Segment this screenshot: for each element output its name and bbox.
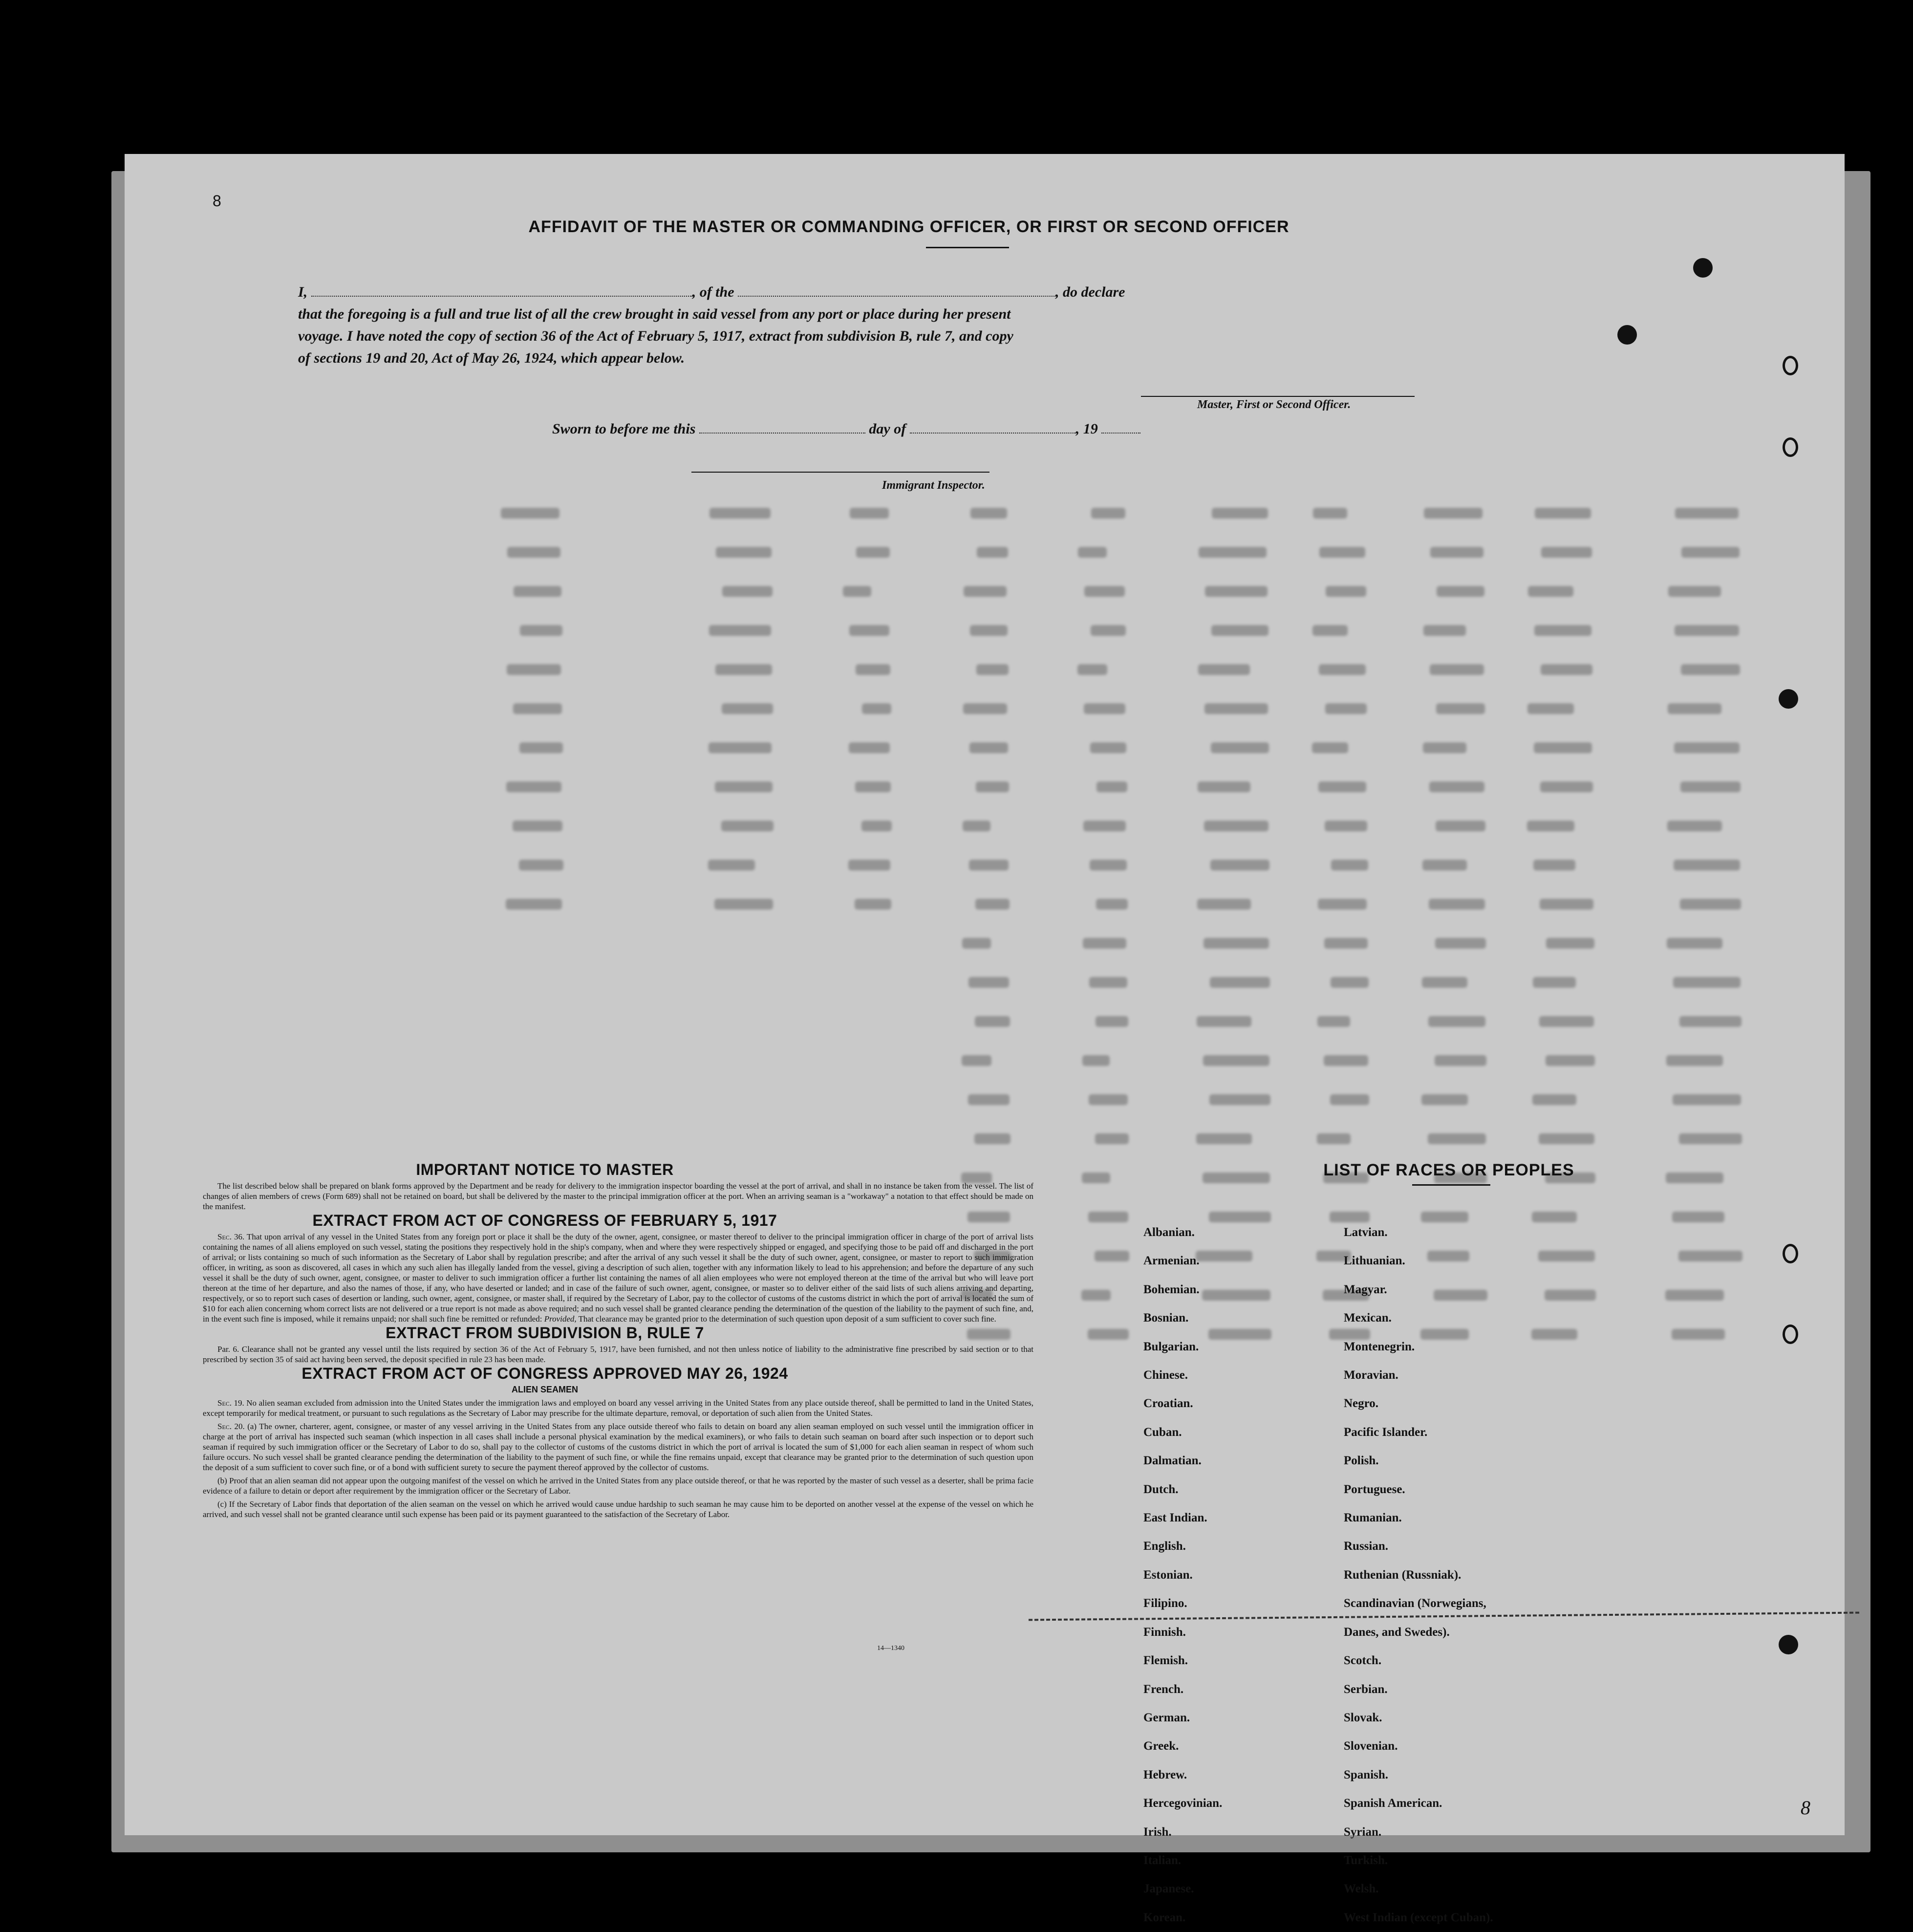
bleed-through-smudge: [1212, 508, 1268, 519]
bleed-through-smudge: [1423, 625, 1466, 636]
bleed-through-smudge: [1674, 742, 1740, 753]
bleed-through-smudge: [1317, 1133, 1351, 1144]
bleed-through-smudge: [1675, 508, 1739, 519]
bleed-through-smudge: [1423, 742, 1466, 753]
bleed-through-smudge: [1436, 703, 1485, 714]
bleed-through-row: [501, 692, 1830, 731]
bleed-through-smudge: [1534, 625, 1591, 636]
race-item: French.: [1143, 1682, 1184, 1696]
bleed-through-smudge: [1667, 821, 1722, 831]
bleed-through-row: [501, 770, 1830, 809]
bleed-through-smudge: [1083, 938, 1126, 949]
bleed-through-smudge: [1313, 508, 1347, 519]
bleed-through-smudge: [1668, 703, 1721, 714]
bleed-through-smudge: [1680, 781, 1741, 792]
bleed-through-smudge: [1317, 1016, 1350, 1027]
bleed-through-smudge: [1318, 899, 1367, 910]
bleed-through-smudge: [715, 781, 773, 792]
bleed-through-smudge: [1437, 586, 1484, 597]
bleed-through-smudge: [1533, 977, 1576, 988]
sworn-day-field[interactable]: [699, 418, 865, 434]
bleed-through-smudge: [1545, 1290, 1596, 1301]
hole-punch: [1779, 1635, 1798, 1654]
bleed-through-row: [501, 613, 1830, 652]
bleed-through-smudge: [1312, 625, 1348, 636]
race-item: Filipino.: [1143, 1597, 1187, 1610]
bleed-through-smudge: [715, 664, 772, 675]
bleed-through-smudge: [1679, 1016, 1741, 1027]
race-item: Portuguese.: [1344, 1482, 1405, 1496]
sec-20a-text: Sec. 20. (a) The owner, charterer, agent, consignee, or master of any vessel arriving in the United States from any place outside thereof who fails to detain on board any alien seaman employed on such vessel until the immigration officer in charge at the port of arrival has inspected such seaman (which inspection in all cases shall include a personal physical examination by the medical examiners), or who fails to detain such seaman on board after such inspection or to deport such seaman if required by such immigration officer or the Secretary of Labor to do so, shall pay to the collector of customs of the customs district in which the port of arrival is located the sum of $1,000 for each alien seaman in respect of whom such failure occurs. No such vessel shall be granted clearance pending the determination of the liability to the payment of such fine, or while the fine remains unpaid, except that clearance may be granted prior to the determination of such question upon the deposit of a sum sufficient to cover such fine, or of a bond with sufficient surety to secure the payment thereof approved by the collector of customs.: [203, 1422, 1033, 1472]
bleed-through-smudge: [856, 547, 890, 558]
bleed-through-smudge: [721, 821, 774, 831]
race-item: Irish.: [1143, 1825, 1172, 1839]
bleed-through-smudge: [976, 781, 1009, 792]
race-item: Rumanian.: [1344, 1511, 1402, 1525]
bleed-through-row: [501, 965, 1830, 1004]
race-item: Dalmatian.: [1143, 1454, 1202, 1468]
bleed-through-smudge: [1210, 977, 1270, 988]
bleed-through-smudge: [1205, 586, 1268, 597]
notice-text: The list described below shall be prepared on blank forms approved by the Department and be ready for delivery to the immigration inspector boarding the vessel at the port of arrival, and shall in no instance be taken from the vessel. The list of changes of alien members of crews (Form 689) shall not be retained on board, but shall be delivered by the master to the principal immigration officer at the port. When an arriving seaman is a "workaway" a notation to that effect should be made on the manifest.: [203, 1181, 1033, 1211]
bleed-through-smudge: [963, 703, 1007, 714]
bleed-through-smudge: [1082, 1172, 1110, 1183]
bleed-through-smudge: [1096, 781, 1127, 792]
bleed-through-smudge: [861, 821, 892, 831]
bleed-through-smudge: [1532, 1094, 1576, 1105]
race-item: Montenegrin.: [1344, 1340, 1415, 1353]
bleed-through-smudge: [1672, 1329, 1725, 1340]
race-item: Russian.: [1344, 1540, 1389, 1553]
sec-20b-text: (b) Proof that an alien seaman did not appear upon the outgoing manifest of the vessel on which he arrived in the United States from any place outside thereof, or that he was reported by the master of such vessel as a deserter, shall be prima facie evidence of a failure to detain or deport after requirement by the immigration officer or the Secretary of Labor.: [203, 1476, 1033, 1496]
bleed-through-smudge: [1421, 1094, 1468, 1105]
bleed-through-smudge: [1429, 781, 1484, 792]
page-number: 8: [213, 192, 221, 210]
corner-pencil-mark: 8: [1801, 1797, 1810, 1819]
bleed-through-smudge: [1422, 860, 1467, 870]
race-item: Hercegovinian.: [1143, 1797, 1223, 1810]
bleed-through-smudge: [714, 899, 773, 910]
bleed-through-smudge: [1204, 821, 1268, 831]
sworn-month-field[interactable]: [910, 418, 1076, 434]
extract-1924-title: EXTRACT FROM ACT OF CONGRESS APPROVED MAY 26, 1924: [301, 1365, 788, 1382]
affidavit-line-3: voyage. I have noted the copy of section 36 of the Act of February 5, 1917, extract from subdivision B, rule 7, and copy: [298, 328, 1013, 344]
bleed-through-smudge: [1324, 1055, 1368, 1066]
bleed-through-smudge: [862, 703, 891, 714]
bleed-through-smudge: [1312, 742, 1348, 753]
bleed-through-smudge: [501, 508, 559, 519]
race-item: Mexican.: [1344, 1311, 1392, 1325]
bleed-through-smudge: [1197, 1016, 1251, 1027]
bleed-through-smudge: [1533, 860, 1575, 870]
races-title-underline: [1412, 1184, 1490, 1186]
bleed-through-smudge: [1198, 781, 1250, 792]
bleed-through-smudge: [722, 703, 773, 714]
bleed-through-smudge: [506, 781, 561, 792]
race-item: Spanish.: [1344, 1768, 1389, 1781]
bleed-through-smudge: [1535, 508, 1591, 519]
bleed-through-smudge: [519, 742, 563, 753]
title-underline: [926, 247, 1009, 248]
inspector-label: Immigrant Inspector.: [882, 479, 985, 492]
bleed-through-smudge: [1430, 547, 1483, 558]
race-item: Serbian.: [1344, 1682, 1388, 1696]
bleed-through-smudge: [855, 899, 891, 910]
bleed-through-smudge: [1319, 547, 1365, 558]
notice-section: [203, 1161, 1033, 1522]
bleed-through-smudge: [1667, 938, 1722, 949]
bleed-through-smudge: [1089, 1094, 1128, 1105]
sworn-line: Sworn to before me this day of , 19: [552, 418, 1140, 437]
bleed-through-smudge: [1196, 1133, 1252, 1144]
sec-19-text: Sec. 19. No alien seaman excluded from admission into the United States under the immigration laws and employed on board any vessel arriving in the United States from any place outside thereof, shall be permitted to land in the United States, except temporarily for medical treatment, or pursuant to such regulations as the Secretary of Labor may prescribe for the ultimate departure, removal, or deportation of such alien from the United States.: [203, 1398, 1034, 1418]
binder-ring: [1783, 1244, 1798, 1263]
bleed-through-row: [501, 1083, 1830, 1122]
sworn-year-field[interactable]: [1101, 418, 1140, 434]
race-item: Hebrew.: [1143, 1768, 1187, 1781]
bleed-through-smudge: [514, 586, 561, 597]
bleed-through-smudge: [1435, 938, 1486, 949]
bleed-through-smudge: [1435, 1055, 1486, 1066]
bleed-through-smudge: [716, 547, 772, 558]
races-left-column: [1143, 1218, 1222, 1932]
bleed-through-smudge: [1091, 625, 1126, 636]
bleed-through-smudge: [1527, 821, 1574, 831]
extract-rule7-text: Par. 6. Clearance shall not be granted any vessel until the lists required by section 36 of the Act of February 5, 1917, have been furnished, and not then unless notice of liability to the administrative fine prescribed by said section or to that prescribed by section 35 of said act having been served, the deposit specified in rule 23 has been made.: [203, 1345, 1033, 1364]
bleed-through-smudge: [849, 625, 889, 636]
notice-title: IMPORTANT NOTICE TO MASTER: [416, 1161, 674, 1178]
bleed-through-smudge: [1436, 821, 1485, 831]
bleed-through-smudge: [1673, 1094, 1741, 1105]
signature-line[interactable]: [1141, 396, 1415, 397]
race-item: Bohemian.: [1143, 1282, 1200, 1296]
bleed-through-smudge: [1204, 938, 1269, 949]
bleed-through-smudge: [1318, 781, 1366, 792]
bleed-through-row: [501, 535, 1830, 574]
bleed-through-smudge: [1666, 1055, 1723, 1066]
bleed-through-smudge: [1681, 547, 1740, 558]
bleed-through-smudge: [964, 586, 1007, 597]
bleed-through-smudge: [1330, 1094, 1369, 1105]
alien-seamen-subtitle: ALIEN SEAMEN: [511, 1385, 578, 1394]
bleed-through-smudge: [1197, 899, 1251, 910]
bleed-through-smudge: [1091, 508, 1125, 519]
bleed-through-smudge: [975, 1016, 1010, 1027]
vessel-field[interactable]: [738, 281, 1055, 297]
bleed-through-smudge: [1084, 586, 1125, 597]
bleed-through-smudge: [1546, 938, 1594, 949]
bleed-through-smudge: [1541, 664, 1592, 675]
bleed-through-smudge: [968, 1094, 1010, 1105]
bleed-through-smudge: [1534, 742, 1592, 753]
bleed-through-smudge: [1083, 821, 1126, 831]
bleed-through-smudge: [977, 547, 1008, 558]
bleed-through-smudge: [1319, 664, 1366, 675]
bleed-through-smudge: [709, 508, 771, 519]
bleed-through-row: [501, 926, 1830, 965]
bleed-through-smudge: [1089, 977, 1127, 988]
race-item: Slovenian.: [1344, 1739, 1398, 1753]
race-item: Greek.: [1143, 1739, 1179, 1753]
race-item: Slovak.: [1344, 1711, 1382, 1724]
bleed-through-smudge: [513, 703, 562, 714]
bleed-through-row: [501, 496, 1830, 535]
bleed-through-smudge: [1528, 586, 1573, 597]
race-item: Turkish.: [1344, 1853, 1388, 1867]
binder-ring: [1783, 356, 1798, 375]
bleed-through-smudge: [856, 664, 890, 675]
bleed-through-smudge: [1331, 977, 1369, 988]
bleed-through-row: [501, 574, 1830, 613]
bleed-through-smudge: [722, 586, 773, 597]
bleed-through-smudge: [975, 899, 1010, 910]
binder-ring: [1783, 437, 1798, 457]
bleed-through-smudge: [1532, 1212, 1577, 1222]
race-item: Dutch.: [1143, 1482, 1179, 1496]
bleed-through-smudge: [1430, 664, 1484, 675]
bleed-through-row: [501, 809, 1830, 848]
bleed-through-smudge: [709, 742, 772, 753]
races-title: LIST OF RACES OR PEOPLES: [1323, 1161, 1574, 1179]
bleed-through-smudge: [1673, 977, 1741, 988]
bleed-through-smudge: [1096, 1016, 1128, 1027]
hole-punch: [1779, 689, 1798, 709]
bleed-through-smudge: [1203, 1055, 1269, 1066]
bleed-through-smudge: [1211, 742, 1269, 753]
bleed-through-smudge: [848, 860, 890, 870]
race-item: Bosnian.: [1143, 1311, 1189, 1325]
bleed-through-smudge: [709, 625, 771, 636]
bleed-through-smudge: [974, 1133, 1010, 1144]
bleed-through-smudge: [970, 508, 1007, 519]
race-item: Welsh.: [1344, 1882, 1379, 1896]
bleed-through-smudge: [1211, 625, 1268, 636]
bleed-through-smudge: [1210, 860, 1269, 870]
bleed-through-smudge: [1084, 703, 1125, 714]
bleed-through-smudge: [1675, 625, 1739, 636]
bleed-through-smudge: [1088, 1212, 1128, 1222]
race-item: Cuban.: [1143, 1425, 1182, 1439]
bleed-through-smudge: [962, 1055, 991, 1066]
bleed-through-smudge: [1527, 703, 1574, 714]
hole-punch: [1693, 258, 1713, 278]
affidavit-line-4: of sections 19 and 20, Act of May 26, 1924, which appear below.: [298, 350, 685, 366]
race-item: West Indian (except Cuban).: [1344, 1910, 1493, 1924]
bleed-through-smudge: [519, 860, 563, 870]
bleed-through-smudge: [1199, 547, 1267, 558]
bleed-through-smudge: [1090, 742, 1126, 753]
race-item: Korean.: [1143, 1910, 1186, 1924]
signature-label: Master, First or Second Officer.: [1197, 398, 1351, 411]
name-field[interactable]: [311, 281, 692, 297]
bleed-through-smudge: [1428, 1016, 1485, 1027]
bleed-through-smudge: [1209, 1094, 1270, 1105]
inspector-signature-line[interactable]: [691, 472, 989, 473]
bleed-through-row: [501, 1043, 1830, 1083]
bleed-through-row: [501, 887, 1830, 926]
bleed-through-smudge: [843, 586, 871, 597]
hole-punch: [1617, 325, 1637, 345]
bleed-through-smudge: [1539, 1016, 1594, 1027]
bleed-through-smudge: [1090, 860, 1127, 870]
race-item: Italian.: [1143, 1853, 1182, 1867]
bleed-through-smudge: [1674, 860, 1740, 870]
bleed-through-smudge: [1678, 1251, 1742, 1261]
bleed-through-smudge: [1325, 703, 1367, 714]
bleed-through-smudge: [520, 625, 562, 636]
bleed-through-smudge: [1680, 899, 1741, 910]
bleed-through-smudge: [1531, 1329, 1577, 1340]
bleed-through-smudge: [855, 781, 891, 792]
races-right-column: [1344, 1218, 1493, 1932]
bleed-through-smudge: [963, 821, 990, 831]
race-item: German.: [1143, 1711, 1190, 1724]
race-item: Danes, and Swedes).: [1344, 1625, 1450, 1639]
race-item: Bulgarian.: [1143, 1340, 1199, 1353]
form-number: 14—1340: [877, 1645, 904, 1652]
race-item: Finnish.: [1143, 1625, 1186, 1639]
bleed-through-row: [501, 1004, 1830, 1043]
bleed-through-smudge: [1082, 1055, 1110, 1066]
race-item: Spanish American.: [1344, 1797, 1442, 1810]
bleed-through-smudge: [1540, 781, 1593, 792]
race-item: Japanese.: [1143, 1882, 1194, 1896]
bleed-through-smudge: [1198, 664, 1250, 675]
bleed-through-smudge: [976, 664, 1009, 675]
race-item: English.: [1143, 1540, 1186, 1553]
extract-1917-title: EXTRACT FROM ACT OF CONGRESS OF FEBRUARY 5, 1917: [312, 1212, 777, 1229]
bleed-through-smudge: [1325, 821, 1367, 831]
bleed-through-smudge: [1077, 664, 1107, 675]
bleed-through-smudge: [708, 860, 755, 870]
race-item: Albanian.: [1143, 1226, 1195, 1239]
race-item: Armenian.: [1143, 1254, 1200, 1268]
bleed-through-smudge: [1088, 1329, 1129, 1340]
bleed-through-smudge: [1095, 1251, 1129, 1261]
bleed-through-smudge: [970, 625, 1008, 636]
race-item: Ruthenian (Russniak).: [1344, 1568, 1462, 1582]
affidavit-title: AFFIDAVIT OF THE MASTER OR COMMANDING OFFICER, OR FIRST OR SECOND OFFICER: [528, 217, 1290, 236]
bleed-through-smudge: [1326, 586, 1366, 597]
bleed-through-row: [501, 848, 1830, 887]
extract-1917-text: Sec. 36. That upon arrival of any vessel in the United States from any foreign port or place it shall be the duty of the owner, agent, consignee, or master thereof to deliver to the principal immigration officer in charge of the port of arrival lists containing the names of all aliens employed on such vessel, stating the positions they respectively hold in the ship's company, when and where they were respectively shipped or engaged, and specifying those to be paid off and discharged in the port of arrival; or lists containing so much of such information as the Secretary of Labor shall by regulation prescribe; and after the arrival of any such vessel it shall be the duty of such owner, agent, consignee, or master to report to such immigration officer, in writing, as soon as discovered, all cases in which any such alien has illegally landed from the vessel, giving a description of such alien, together with any information likely to lead to his apprehension; and before the departure of any such vessel it shall be the duty of such owner, agent, consignee, or master to deliver to such immigration officer a further list containing the names of all alien employees who were not employed thereon at the time of the arrival but who will leave port thereon at the time of her departure, and also the names of those, if any, who have deserted or landed; and in case of the failure of such owner, agent, consignee, or master so to deliver either of the said lists of such aliens arriving and departing, respectively, or so to report such cases of desertion or landing, such owner, agent, consignee, or master shall, if required by the Secretary of Labor, pay to the collector of customs of the customs district in which the port of arrival is located the sum of $10 for each alien concerning whom correct lists are not delivered or a true report is not made as above required; and no such vessel shall be granted clearance pending the determination of the question of the liability to the payment of such fine, and, in the event such fine is imposed, while it remains unpaid; nor shall such fine be remitted or refunded: Provided, That clearance may be granted prior to the determination of such question upon deposit of a sum sufficient to cover such fine.: [203, 1232, 1033, 1324]
bleed-through-smudge: [1672, 1212, 1724, 1222]
race-item: Estonian.: [1143, 1568, 1193, 1582]
race-item: Latvian.: [1344, 1226, 1388, 1239]
bleed-through-smudge: [1428, 1133, 1486, 1144]
bleed-through-smudge: [1665, 1290, 1724, 1301]
race-item: Scandinavian (Norwegians,: [1344, 1597, 1486, 1610]
bleed-through-smudge: [1081, 1290, 1111, 1301]
race-item: East Indian.: [1143, 1511, 1207, 1525]
bleed-through-smudge: [506, 899, 562, 910]
race-item: Lithuanian.: [1344, 1254, 1405, 1268]
bleed-through-smudge: [507, 664, 561, 675]
binder-ring: [1783, 1324, 1798, 1344]
sec-20c-text: (c) If the Secretary of Labor finds that deportation of the alien seaman on the vessel on which he arrived would cause undue hardship to such seaman he may cause him to be deported on another vessel at the expense of the vessel on which he arrived, and such vessel shall not be granted clearance until such expense has been paid or its payment guaranteed to the satisfaction of the Secretary of Labor.: [203, 1499, 1033, 1519]
race-item: Croatian.: [1143, 1397, 1193, 1411]
bleed-through-smudge: [513, 821, 562, 831]
bleed-through-smudge: [1331, 860, 1368, 870]
race-item: Syrian.: [1344, 1825, 1382, 1839]
race-item: Chinese.: [1143, 1368, 1188, 1382]
bleed-through-row: [501, 731, 1830, 770]
race-item: Pacific Islander.: [1344, 1425, 1428, 1439]
bleed-through-smudge: [1539, 1133, 1594, 1144]
bleed-through-smudge: [1538, 1251, 1595, 1261]
bleed-through-smudge: [1546, 1055, 1595, 1066]
bleed-through-smudge: [969, 742, 1008, 753]
race-item: Flemish.: [1143, 1654, 1188, 1668]
bleed-through-smudge: [962, 938, 991, 949]
document-page: [125, 154, 1845, 1924]
bleed-through-smudge: [1324, 938, 1368, 949]
bleed-through-smudge: [507, 547, 560, 558]
bleed-through-smudge: [1681, 664, 1740, 675]
bleed-through-smudge: [1541, 547, 1592, 558]
bleed-through-smudge: [1668, 586, 1721, 597]
bleed-through-smudge: [1204, 703, 1268, 714]
bleed-through-smudge: [850, 508, 889, 519]
bleed-through-row: [501, 1122, 1830, 1161]
bleed-through-smudge: [969, 860, 1009, 870]
bleed-through-smudge: [968, 977, 1009, 988]
affidavit-body: [298, 281, 1207, 369]
bleed-through-smudge: [849, 742, 890, 753]
bleed-through-smudge: [1422, 977, 1467, 988]
extract-rule7-title: EXTRACT FROM SUBDIVISION B, RULE 7: [386, 1324, 704, 1342]
bleed-through-smudge: [1096, 899, 1128, 910]
bleed-through-row: [501, 652, 1830, 692]
race-item: Moravian.: [1344, 1368, 1398, 1382]
race-item: Scotch.: [1344, 1654, 1382, 1668]
race-item: Negro.: [1344, 1397, 1379, 1411]
bleed-through-smudge: [1540, 899, 1593, 910]
race-item: Magyar.: [1344, 1282, 1387, 1296]
affidavit-line-2: that the foregoing is a full and true list of all the crew brought in said vessel from any port or place during her present: [298, 306, 1011, 322]
race-item: Polish.: [1344, 1454, 1379, 1468]
bleed-through-smudge: [1429, 899, 1485, 910]
bleed-through-smudge: [1679, 1133, 1742, 1144]
bleed-through-smudge: [1078, 547, 1107, 558]
affidavit-line-1: I, , of the , do declare: [298, 281, 1207, 303]
bleed-through-smudge: [1424, 508, 1483, 519]
bleed-through-smudge: [1095, 1133, 1129, 1144]
